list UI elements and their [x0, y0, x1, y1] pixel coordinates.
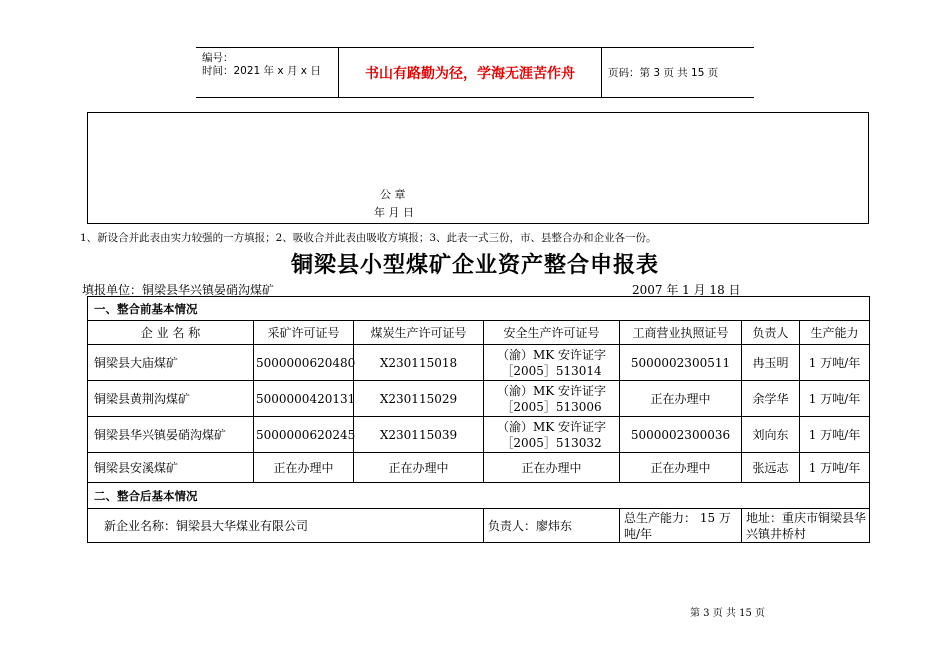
header-left [196, 48, 338, 97]
production-permit: X230115039 [354, 417, 484, 453]
filing-unit: 填报单位：铜梁县华兴镇晏硝沟煤矿 [82, 283, 275, 297]
asset-table [87, 296, 870, 543]
production-permit: X230115029 [354, 381, 484, 417]
column-header: 煤炭生产许可证号 [354, 321, 484, 345]
production-permit: 正在办理中 [354, 453, 484, 483]
production-permit: X230115018 [354, 345, 484, 381]
new-company-name: 新企业名称：铜梁县大华煤业有限公司 [88, 509, 484, 543]
new-company-manager: 负责人：廖炜东 [484, 509, 620, 543]
capacity: 1 万吨/年 [800, 345, 870, 381]
manager: 余学华 [742, 381, 800, 417]
section1-heading: 一、整合前基本情况 [88, 297, 870, 321]
table-row [88, 345, 870, 381]
column-header: 生产能力 [800, 321, 870, 345]
column-header: 采矿许可证号 [254, 321, 354, 345]
footnote: 1、新设合并此表由实力较强的一方填报；2、吸收合并此表由吸收方填报；3、此表一式三份，市、县整合办和企业各一份。 [80, 232, 657, 244]
section1-row [88, 297, 870, 321]
header-motto: 书山有路勤为径，学海无涯苦作舟 [338, 48, 602, 97]
company-name: 铜梁县大庙煤矿 [88, 345, 254, 381]
new-company-row [88, 509, 870, 543]
company-name: 铜梁县华兴镇晏硝沟煤矿 [88, 417, 254, 453]
business-license: 5000002300511 [620, 345, 742, 381]
manager: 张远志 [742, 453, 800, 483]
time-label: 时间：2021 年 x 月 x 日 [202, 65, 321, 77]
filing-date: 2007 年 1 月 18 日 [632, 283, 741, 297]
table-row [88, 417, 870, 453]
stamp-label: 公 章 [380, 188, 406, 201]
manager: 刘向东 [742, 417, 800, 453]
column-header: 企 业 名 称 [88, 321, 254, 345]
column-header: 安全生产许可证号 [484, 321, 620, 345]
footer-page-number: 第 3 页 共 15 页 [690, 608, 765, 619]
mining-permit: 正在办理中 [254, 453, 354, 483]
mining-permit: 5000000620480 [254, 345, 354, 381]
page-title: 铜梁县小型煤矿企业资产整合申报表 [290, 252, 659, 278]
safety-permit: （渝）MK 安许证字［2005］513014 [484, 345, 620, 381]
seal-box [87, 112, 869, 224]
section2-row [88, 483, 870, 509]
company-name: 铜梁县黄荆沟煤矿 [88, 381, 254, 417]
capacity: 1 万吨/年 [800, 381, 870, 417]
table-row [88, 381, 870, 417]
business-license: 正在办理中 [620, 453, 742, 483]
business-license: 5000002300036 [620, 417, 742, 453]
business-license: 正在办理中 [620, 381, 742, 417]
safety-permit: 正在办理中 [484, 453, 620, 483]
column-header: 负责人 [742, 321, 800, 345]
section2-heading: 二、整合后基本情况 [88, 483, 870, 509]
column-header-row [88, 321, 870, 345]
mining-permit: 5000000420131 [254, 381, 354, 417]
company-name: 铜梁县安溪煤矿 [88, 453, 254, 483]
mining-permit: 5000000620245 [254, 417, 354, 453]
manager: 冉玉明 [742, 345, 800, 381]
new-company-address: 地址：重庆市铜梁县华兴镇井桥村 [742, 509, 870, 543]
seal-date-label: 年 月 日 [374, 206, 414, 219]
table-row [88, 453, 870, 483]
capacity: 1 万吨/年 [800, 417, 870, 453]
capacity: 1 万吨/年 [800, 453, 870, 483]
header-page-info: 页码：第 3 页 共 15 页 [608, 67, 719, 79]
column-header: 工商营业执照证号 [620, 321, 742, 345]
number-label: 编号： [202, 52, 234, 64]
page-header [196, 47, 754, 98]
new-company-capacity: 总生产能力： 15 万吨/年 [620, 509, 742, 543]
safety-permit: （渝）MK 安许证字［2005］513006 [484, 381, 620, 417]
safety-permit: （渝）MK 安许证字［2005］513032 [484, 417, 620, 453]
